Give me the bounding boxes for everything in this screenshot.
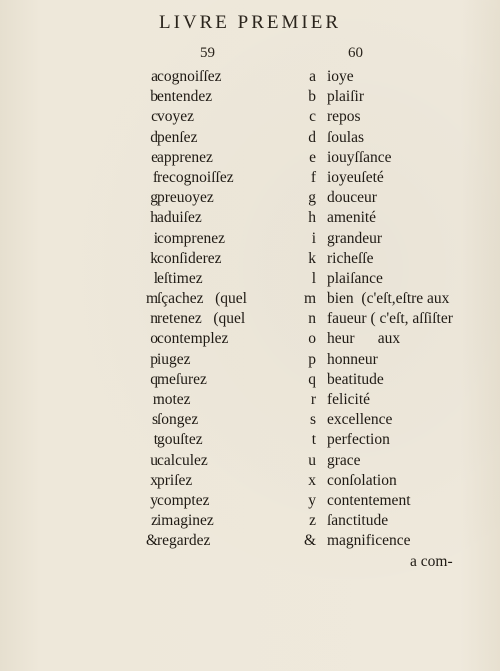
right-word: honneur [327,350,378,368]
right-word: repos [327,108,361,126]
table-row [0,309,500,329]
right-key: u [308,451,316,469]
left-word: meſurez [157,370,207,388]
right-word: beatitude [327,370,384,388]
left-word: eſtimez [157,269,203,287]
page-number-left: 59 [200,45,215,61]
table-row [0,511,500,531]
right-word: iouyſſance [327,148,392,166]
left-key: u [150,451,158,469]
table-row [0,410,500,430]
right-word: perfection [327,431,390,449]
right-key: l [311,269,316,287]
right-key: i [311,229,316,247]
right-key: x [308,471,316,489]
table-row [0,229,500,249]
word-table [0,67,500,552]
right-word: conſolation [327,471,397,489]
left-key: a [151,68,158,85]
right-key: a [309,68,316,85]
right-word: magnificence [327,532,411,550]
right-key: f [310,168,316,186]
right-word: grandeur [327,229,383,247]
left-key: e [151,148,158,166]
left-key: t [153,431,158,449]
right-word: grace [327,451,361,469]
catchword: a com- [410,553,453,570]
left-key: k [150,249,158,267]
right-word: faueur ( c'eſt, aſſiſter [327,310,453,328]
right-key: c [309,108,316,126]
right-key: o [308,330,316,348]
table-row [0,208,500,228]
table-row [0,67,500,87]
left-key: h [150,209,158,227]
right-key: m [303,290,316,308]
left-word: penſez [157,128,198,146]
right-key: h [308,209,316,227]
right-key: y [308,491,316,509]
left-key: q [150,370,158,388]
right-word: plaiſance [327,269,383,287]
right-word: plaiſir [327,88,365,106]
right-key: p [308,350,316,368]
right-key: s [309,411,316,429]
left-word: ſçachez (quel [157,290,247,308]
table-row [0,531,500,551]
right-key: z [309,512,316,530]
right-word: douceur [327,189,377,207]
table-row [0,87,500,107]
right-word: amenité [327,209,377,227]
right-key: n [308,310,316,328]
right-key: k [308,249,316,267]
left-key: s [151,411,158,429]
left-word: apprenez [157,148,213,166]
table-row [0,430,500,450]
left-key: & [145,532,158,550]
left-word: notez [157,391,191,408]
table-row [0,491,500,511]
left-key: n [150,310,158,328]
left-word: calculez [157,451,208,469]
left-key: g [150,189,158,207]
table-row [0,188,500,208]
left-key: m [145,290,158,308]
left-word: iugez [157,350,191,368]
right-key: & [303,532,316,550]
left-word: comptez [157,491,210,509]
running-head: LIVRE PREMIER [158,12,342,33]
table-row [0,329,500,349]
table-row [0,451,500,471]
table-row [0,269,500,289]
left-key: i [153,229,158,247]
left-word: retenez (quel [157,310,246,328]
table-row [0,148,500,168]
left-word: cognoiſſez [157,68,222,85]
left-key: r [152,391,158,408]
table-row [0,390,500,410]
right-word: ioyeuſeté [327,168,384,186]
table-row [0,370,500,390]
left-word: voyez [157,108,195,126]
left-key: c [151,108,158,126]
right-word: contentement [327,491,411,509]
right-key: b [308,88,316,106]
right-key: e [309,148,316,166]
right-word: bien (c'eſt,eſtre aux [327,290,450,308]
right-key: g [308,189,316,207]
right-key: t [311,431,316,449]
right-word: excellence [327,411,393,429]
left-word: entendez [157,88,213,106]
left-word: recognoiſſez [157,168,234,186]
left-word: contemplez [157,330,229,348]
left-word: imaginez [157,512,214,530]
left-key: b [150,88,158,106]
table-row [0,168,500,188]
table-row [0,107,500,127]
left-word: conſiderez [157,249,222,267]
left-key: x [150,471,158,489]
right-key: r [310,391,316,408]
right-word: heur aux [327,330,401,348]
table-row [0,128,500,148]
table-row [0,350,500,370]
right-word: felicité [327,391,371,408]
page-number-right: 60 [348,45,363,61]
right-word: ſanctitude [327,512,389,530]
right-word: ioye [327,68,354,85]
table-row [0,471,500,491]
table-row [0,249,500,269]
left-word: gouſtez [157,431,203,449]
right-key: q [308,370,316,388]
left-word: preuoyez [157,189,214,207]
left-word: regardez [157,532,211,550]
left-word: comprenez [157,229,225,247]
left-key: z [151,512,158,530]
right-word: richeſſe [327,249,374,267]
left-key: l [153,269,158,287]
left-word: priſez [157,471,193,489]
left-key: o [150,330,158,348]
left-word: aduiſez [157,209,202,227]
right-key: d [308,128,316,146]
right-word: ſoulas [327,128,365,146]
left-word: ſongez [157,411,199,429]
left-key: f [152,168,158,186]
left-key: d [150,128,158,146]
left-key: p [150,350,158,368]
left-key: y [150,491,158,509]
table-row [0,289,500,309]
